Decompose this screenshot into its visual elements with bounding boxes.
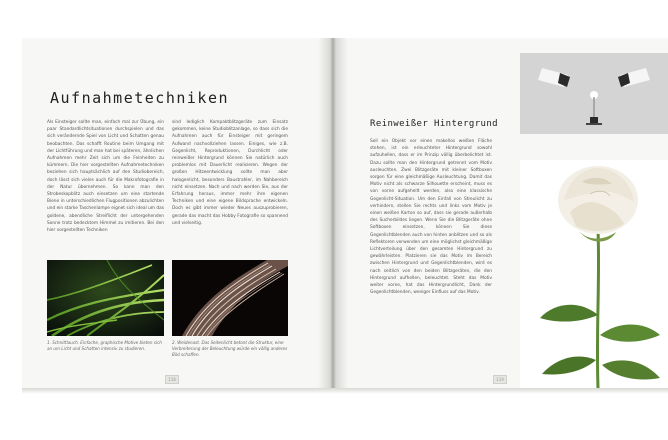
section-title: Reinweißer Hintergrund — [370, 119, 499, 129]
body-text: Als Einsteiger sollte man, einfach mal zur Übung, ein paar Standardlichtsituationen durchspielen und das sich verändernde Spiel von Licht und Schatten genau beobachten. Das schafft Routine beim Umgang mit der Lichtführung und man hat bei späteren, ähnlichen Aufnahmen mehr Zeit sich um die Feinheiten zu kümmern. Die hier vorgestellten Aufnahmetechniken beziehen sich hauptsächlich auf den Studiobereich, doch lässt sich vieles auch für die Makrofotografie in der Natur übernehmen. So kann man den Strobeskopblitz auch einsetzen um eine startende Biene in unterschiedlichen Flugpositionen abzulichten und ein starke Taschenlampe eignet sich ideal um das goldene, abendliche Streiflicht der untergehenden Sonne trotz bedecktem Himmel zu imitieren. Bei den hier vorgestellten Techniken — [47, 120, 164, 234]
book-gutter — [318, 38, 348, 388]
chives-photo — [47, 260, 164, 336]
willow-branch-photo — [172, 260, 288, 336]
text-column-1 — [47, 119, 164, 259]
page-title: Aufnahmetechniken — [50, 89, 230, 107]
photo-caption-1: 1. Schnittlauch. Einfache, graphische Motive bieten sich an um Licht und Schatten intensiv zu studieren. — [47, 340, 162, 351]
white-rose-photo — [520, 160, 668, 388]
page-number-right: 119 — [493, 375, 507, 384]
page-number-left: 118 — [165, 375, 179, 384]
body-text: sind lediglich Kompaktblitzgeräte zum Einsatz gekommen, keine Studioblitzanlage, so dass sich die Aufnahmen auch für Einsteiger mit geringem Aufwand nachvollziehen lassen. Einiges, wie z.B. Gegenlicht, Reproduktionen, Durchlicht oder reinweißer Hintergrund können Sie natürlich auch problemlos mit Dauerlicht realisieren. Wegen der großen Hitzeentwicklung sollte man aber halogenlicht, besonders Baustrahler, im Nahbereich nicht einsetzen. Nach und nach werden Sie, aus der Erfahrung heraus, immer mehr ihre eigenen Techniken und eine eigene Bildsprache entwickeln. Doch es gibt immer wieder Neues auszuprobieren, gerade das macht das Hobby Fotografie so spannend und vielseitig. — [172, 120, 288, 226]
text-column-2 — [172, 119, 288, 244]
page-shadow — [22, 388, 668, 394]
text-column-3 — [370, 138, 492, 370]
lighting-setup-diagram — [520, 53, 668, 134]
body-text: Soll ein Objekt vor einen makellos weißen Fläche stehen, ist ein erleuchteter Hintergrund sowohl aufzuhellen, dass er im Prinzip völlig überbelichtet ist. Dazu sollte man den Hintergrund getrennt vom Motiv ausleuchten. Zwei Blitzgeräte mit kleiner Softboxen sorgen für eine gleichmäßige Ausleuchtung. Damit das Motiv nicht als schwarze Silhouette erscheint, muss es von vorne aufgehellt werden, also eine klassische Gegenlicht-Situation. Um den Einfall von Streulicht zu verhindern, stellen Sie rechts und links vom Motiv je einen weißen Karton so auf, dass sie gerade außerhalb des Sucherbildes liegen. Wenn Sie die Blitzgeräte ohne Softboxen einsetzen, können Sie diese Gegenlichtblenden auch von hinten anblitzen und so als Reflektoren verwenden um eine möglichst gleichmäßige Lichtverteilung über den gesamten Hintergrund zu gewährleisten. Platzieren sie das Motiv im Bereich zwischen Hintergrund und Gegenlichtblenden, wird es nach seitlich von den beiden Blitzgeräten, die den Hintergrund aufhellen, beleuchtet. Steht das Motiv weiter vorne, hat das Hintergrundlicht, Dank der Gegenlichtblenden, weniger Einfluss auf das Motiv. — [370, 139, 492, 296]
photo-caption-2: 2. Weidenast. Das Seitenlicht betont die Struktur, eine Verbreiterung der Beleuchtung würde ein völlig anderes Bild schaffen. — [172, 340, 288, 357]
